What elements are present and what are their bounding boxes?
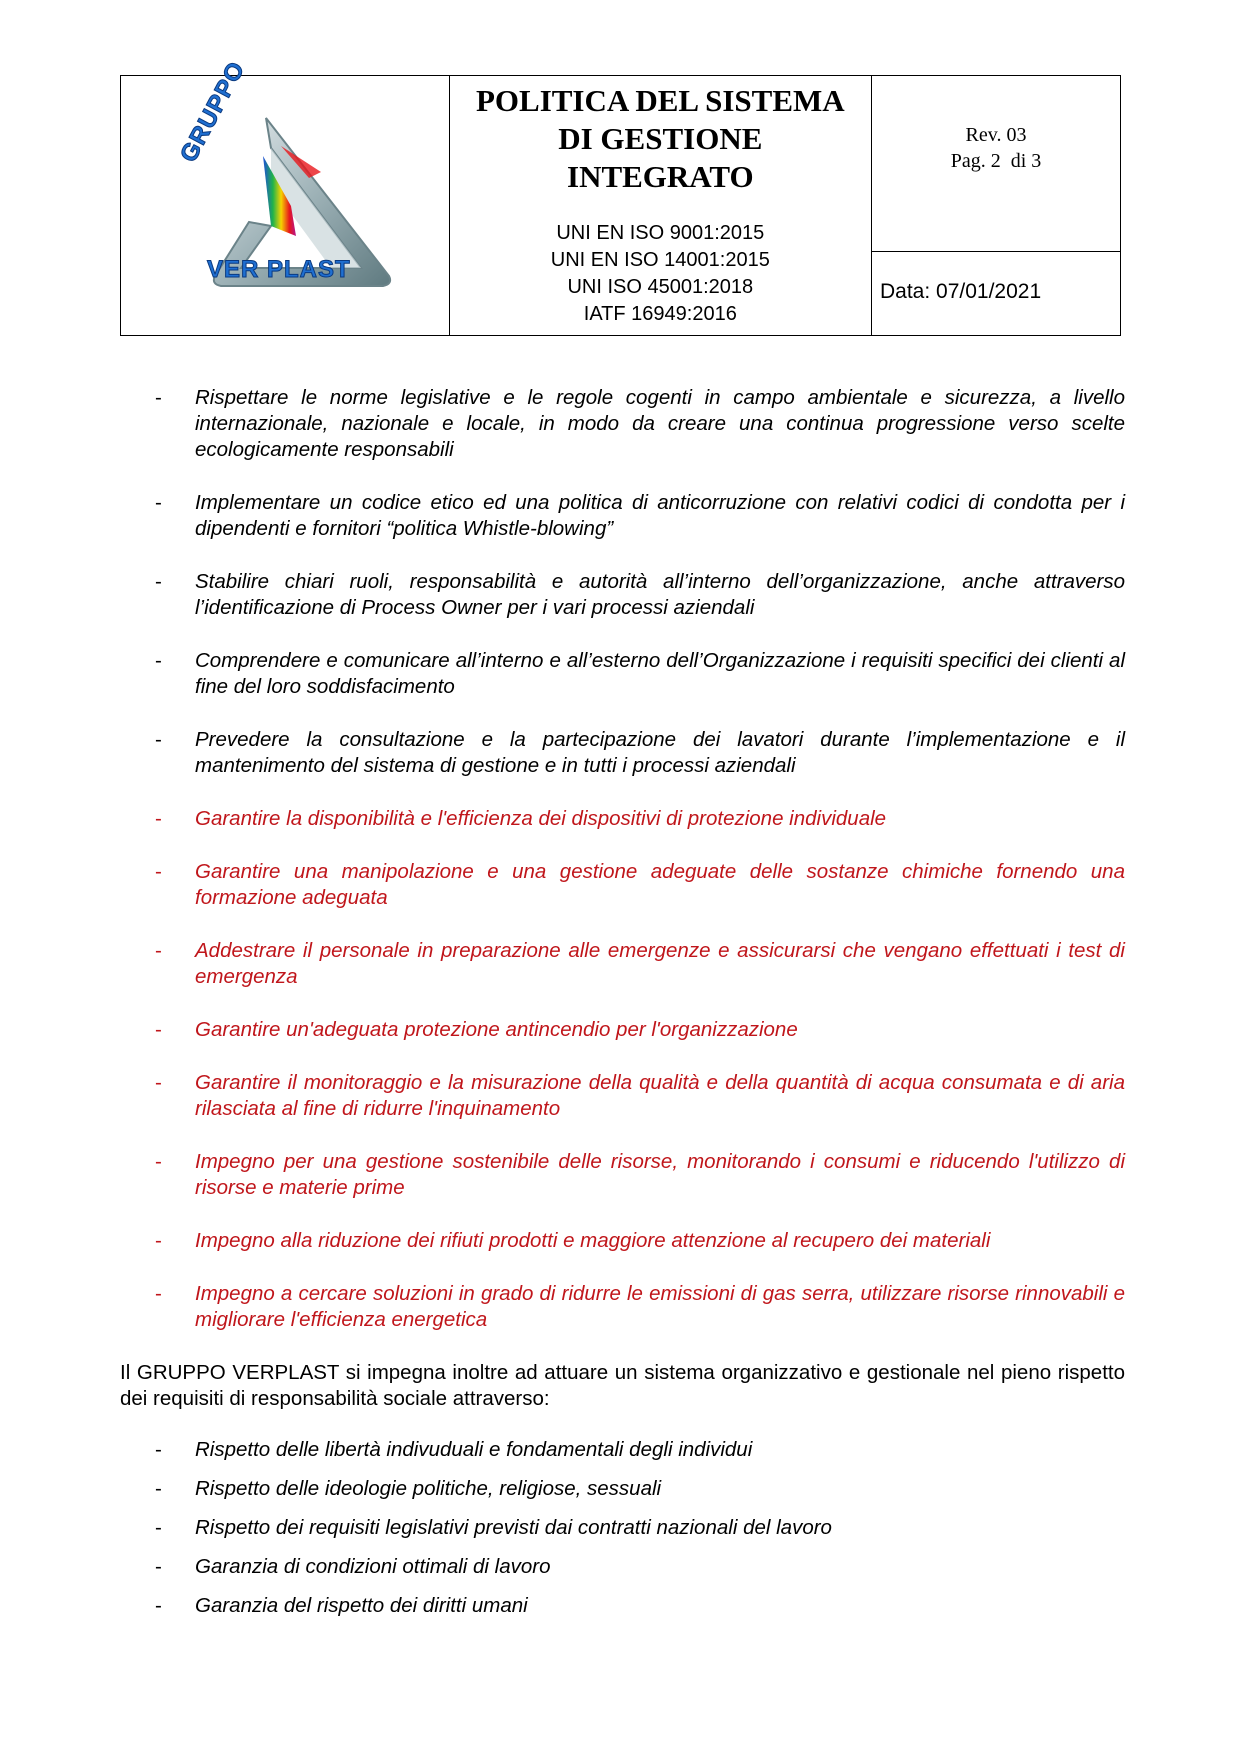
list-item [120,859,1125,911]
bullet-dash: - [155,728,162,751]
list-item [120,385,1125,463]
list-item-text: Implementare un codice etico ed una politica di anticorruzione con relativi codici di condotta per i dipendenti e fornitori “politica Whistle-blowing” [195,491,1125,540]
list-item [120,569,1125,621]
list-item [120,1228,1125,1254]
list-item-text: Rispetto dei requisiti legislativi previsti dai contratti nazionali del lavoro [195,1516,832,1539]
list-item-text: Prevedere la consultazione e la partecipazione dei lavatori durante l’implementazione e il mantenimento del sistema di gestione e in tutti i processi aziendali [195,728,1125,777]
document-date: Data: 07/01/2021 [880,280,1042,303]
list-item-text: Rispettare le norme legislative e le regole cogenti in campo ambientale e sicurezza, a livello internazionale, nazionale e locale, in modo da creare una continua progressione verso scelte ecologicamente responsabili [195,386,1125,461]
page-number: Pag. 2 di 3 [950,150,1042,172]
list-item-text: Stabilire chiari ruoli, responsabilità e autorità all’interno dell’organizzazione, anche attraverso l’identificazione di Process Owner per i vari processi aziendali [195,570,1125,619]
title-cell [449,76,871,336]
list-item [120,727,1125,779]
company-logo [121,76,446,330]
list-item [120,490,1125,542]
list-item [120,1593,1125,1619]
bullet-dash: - [155,386,162,409]
bullet-dash: - [155,1071,162,1094]
list-item [120,1070,1125,1122]
bullet-dash: - [155,1438,162,1461]
bullet-dash: - [155,1018,162,1041]
bullet-dash: - [155,807,162,830]
list-item-text: Rispetto delle ideologie politiche, religiose, sessuali [195,1477,662,1500]
bullet-dash: - [155,1282,162,1305]
document-body [120,385,1125,1632]
list-item [120,1515,1125,1541]
list-item [120,1017,1125,1043]
bullet-dash: - [155,649,162,672]
list-item-text: Garantire il monitoraggio e la misurazione della qualità e della quantità di acqua consumata e di aria rilasciata al fine di ridurre l'inquinamento [195,1071,1125,1120]
document-header [120,56,1121,336]
list-item-text: Rispetto delle libertà indivuduali e fondamentali degli individui [195,1438,753,1461]
standard-item: UNI ISO 45001:2018 [567,276,754,298]
logo-text-verplast: VER PLAST [207,256,351,283]
list-item-text: Addestrare il personale in preparazione alle emergenze e assicurarsi che vengano effettuati i test di emergenza [195,939,1125,988]
bullet-dash: - [155,1594,162,1617]
bullet-dash: - [155,1555,162,1578]
list-item-text: Garantire un'adeguata protezione antincendio per l'organizzazione [195,1018,798,1041]
list-item-text: Garanzia di condizioni ottimali di lavoro [195,1555,551,1578]
list-item [120,1554,1125,1580]
social-responsibility-paragraph: Il GRUPPO VERPLAST si impegna inoltre ad attuare un sistema organizzativo e gestionale nel pieno rispetto dei requisiti di responsabilità sociale attraverso: [120,1361,1125,1410]
bullet-dash: - [155,1150,162,1173]
list-item [120,1149,1125,1201]
bullet-dash: - [155,860,162,883]
standard-item: UNI EN ISO 9001:2015 [556,222,765,244]
list-item [120,1281,1125,1333]
logo-cell [121,56,450,336]
bullet-dash: - [155,1516,162,1539]
list-item [120,1437,1125,1463]
logo-text-gruppo: GRUPPO [175,56,251,167]
standard-item: UNI EN ISO 14001:2015 [550,249,770,271]
bullet-dash: - [155,1229,162,1252]
bullet-dash: - [155,570,162,593]
standard-item: IATF 16949:2016 [583,303,737,325]
list-item-text: Impegno a cercare soluzioni in grado di ridurre le emissioni di gas serra, utilizzare risorse rinnovabili e migliorare l'efficienza energetica [195,1282,1125,1331]
list-item-text: Comprendere e comunicare all’interno e all’esterno dell’Organizzazione i requisiti specifici dei clienti al fine del loro soddisfacimento [195,649,1125,698]
policy-list [120,385,1125,1333]
revision-cell [872,76,1121,336]
list-item-text: Garanzia del rispetto dei diritti umani [195,1594,528,1617]
revision-number: Rev. 03 [965,124,1027,146]
revision-box [872,76,1120,252]
social-responsibility-list [120,1437,1125,1619]
list-item-text: Garantire la disponibilità e l'efficienza dei dispositivi di protezione individuale [195,807,887,830]
list-item [120,806,1125,832]
document-title: POLITICA DEL SISTEMA DI GESTIONE INTEGRATO [475,83,845,194]
bullet-dash: - [155,939,162,962]
list-item-text: Garantire una manipolazione e una gestione adeguate delle sostanze chimiche fornendo una formazione adeguata [195,860,1125,909]
bullet-dash: - [155,491,162,514]
list-item-text: Impegno alla riduzione dei rifiuti prodotti e maggiore attenzione al recupero dei materiali [195,1229,991,1252]
list-item [120,938,1125,990]
standards-list [450,220,871,328]
bullet-dash: - [155,1477,162,1500]
list-item [120,1476,1125,1502]
list-item [120,648,1125,700]
list-item-text: Impegno per una gestione sostenibile delle risorse, monitorando i consumi e riducendo l'utilizzo di risorse e materie prime [195,1150,1125,1199]
